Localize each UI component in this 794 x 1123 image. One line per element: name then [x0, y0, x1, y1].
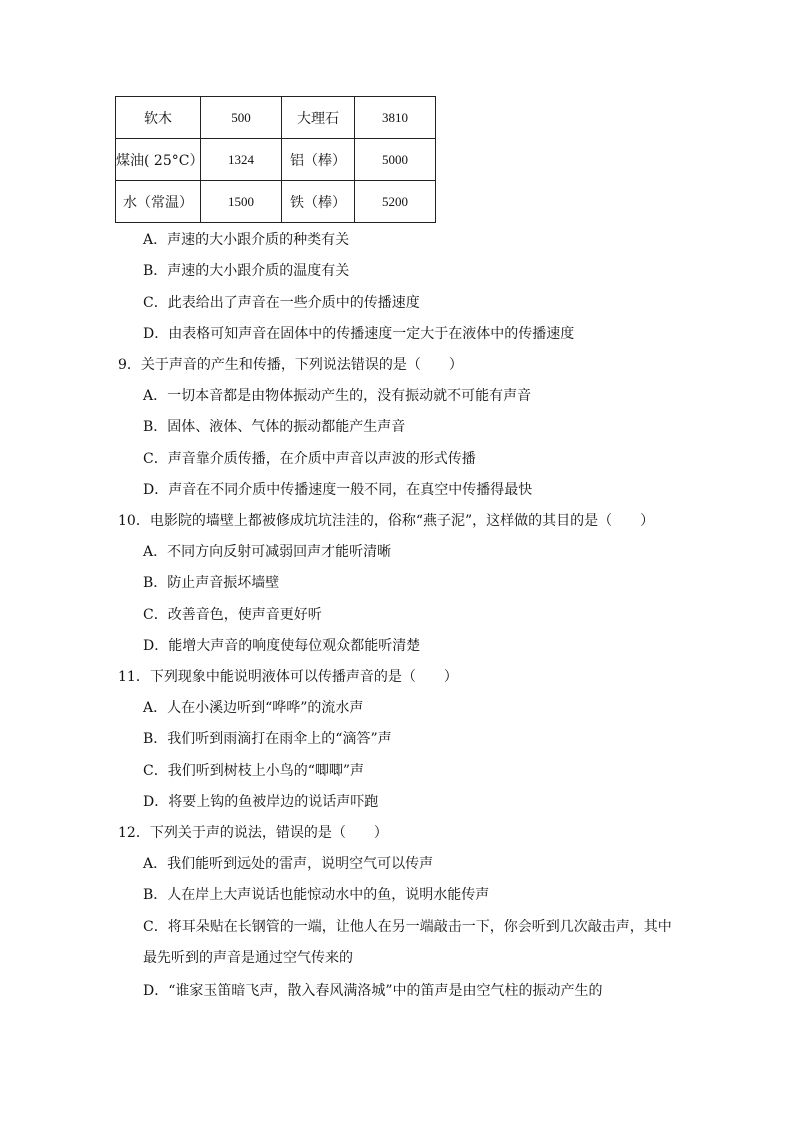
q10-stem: 10．电影院的墙壁上都被修成坑坑洼洼的，俗称“燕子泥”，这样做的其目的是（ ）: [118, 513, 655, 529]
q10-option-d: D．能增大声音的响度使每位观众都能听清楚: [143, 638, 421, 654]
q8-option-a: A．声速的大小跟介质的种类有关: [143, 232, 350, 248]
q12-stem: 12．下列关于声的说法，错误的是（ ）: [118, 825, 388, 841]
table-cell: 煤油( 25°C）: [116, 139, 201, 181]
q12-option-a: A．我们能听到远处的雷声，说明空气可以传声: [143, 856, 434, 872]
q11-option-a: A．人在小溪边听到“哗哗”的流水声: [143, 700, 364, 716]
q9-option-a: A．一切本音都是由物体振动产生的，没有振动就不可能有声音: [143, 388, 532, 404]
table-cell: 1500: [201, 181, 282, 223]
table-cell: 铝（棒）: [282, 139, 355, 181]
table-row: [116, 97, 436, 139]
q10-option-a: A．不同方向反射可减弱回声才能听清晰: [143, 544, 392, 560]
table-cell: 大理石: [282, 97, 355, 139]
table-cell: 铁（棒）: [282, 181, 355, 223]
q11-option-c: C．我们听到树枝上小鸟的“唧唧”声: [143, 763, 365, 779]
table-cell: 水（常温）: [116, 181, 201, 223]
q9-option-d: D．声音在不同介质中传播速度一般不同，在真空中传播得最快: [143, 482, 533, 498]
table-cell: 软木: [116, 97, 201, 139]
sound-speed-table: [115, 96, 436, 223]
q9-stem: 9．关于声音的产生和传播，下列说法错误的是（ ）: [118, 357, 463, 373]
q11-stem: 11．下列现象中能说明液体可以传播声音的是（ ）: [118, 669, 458, 685]
q8-option-d: D．由表格可知声音在固体中的传播速度一定大于在液体中的传播速度: [143, 326, 575, 342]
table-cell: 5200: [355, 181, 436, 223]
table-cell: 1324: [201, 139, 282, 181]
table-cell: 5000: [355, 139, 436, 181]
q9-option-c: C．声音靠介质传播，在介质中声音以声波的形式传播: [143, 451, 476, 467]
q10-option-c: C．改善音色，使声音更好听: [143, 607, 322, 623]
q12-option-b: B．人在岸上大声说话也能惊动水中的鱼，说明水能传声: [143, 887, 490, 903]
table-cell: 3810: [355, 97, 436, 139]
q10-option-b: B．防止声音振坏墙壁: [143, 575, 280, 591]
q11-option-d: D．将要上钩的鱼被岸边的说话声吓跑: [143, 794, 379, 810]
q8-option-b: B．声速的大小跟介质的温度有关: [143, 263, 350, 279]
q8-option-c: C．此表给出了声音在一些介质中的传播速度: [143, 295, 420, 311]
q9-option-b: B．固体、液体、气体的振动都能产生声音: [143, 419, 406, 435]
table-cell: 500: [201, 97, 282, 139]
q12-option-d: D．“谁家玉笛暗飞声，散入春风满洛城”中的笛声是由空气柱的振动产生的: [143, 983, 603, 999]
q12-option-c-continued: 最先听到的声音是通过空气传来的: [143, 950, 353, 966]
q11-option-b: B．我们听到雨滴打在雨伞上的“滴答”声: [143, 731, 392, 747]
q12-option-c: C．将耳朵贴在长钢管的一端，让他人在另一端敲击一下，你会听到几次敲击声，其中: [143, 919, 672, 935]
table-row: [116, 139, 436, 181]
table-row: [116, 181, 436, 223]
